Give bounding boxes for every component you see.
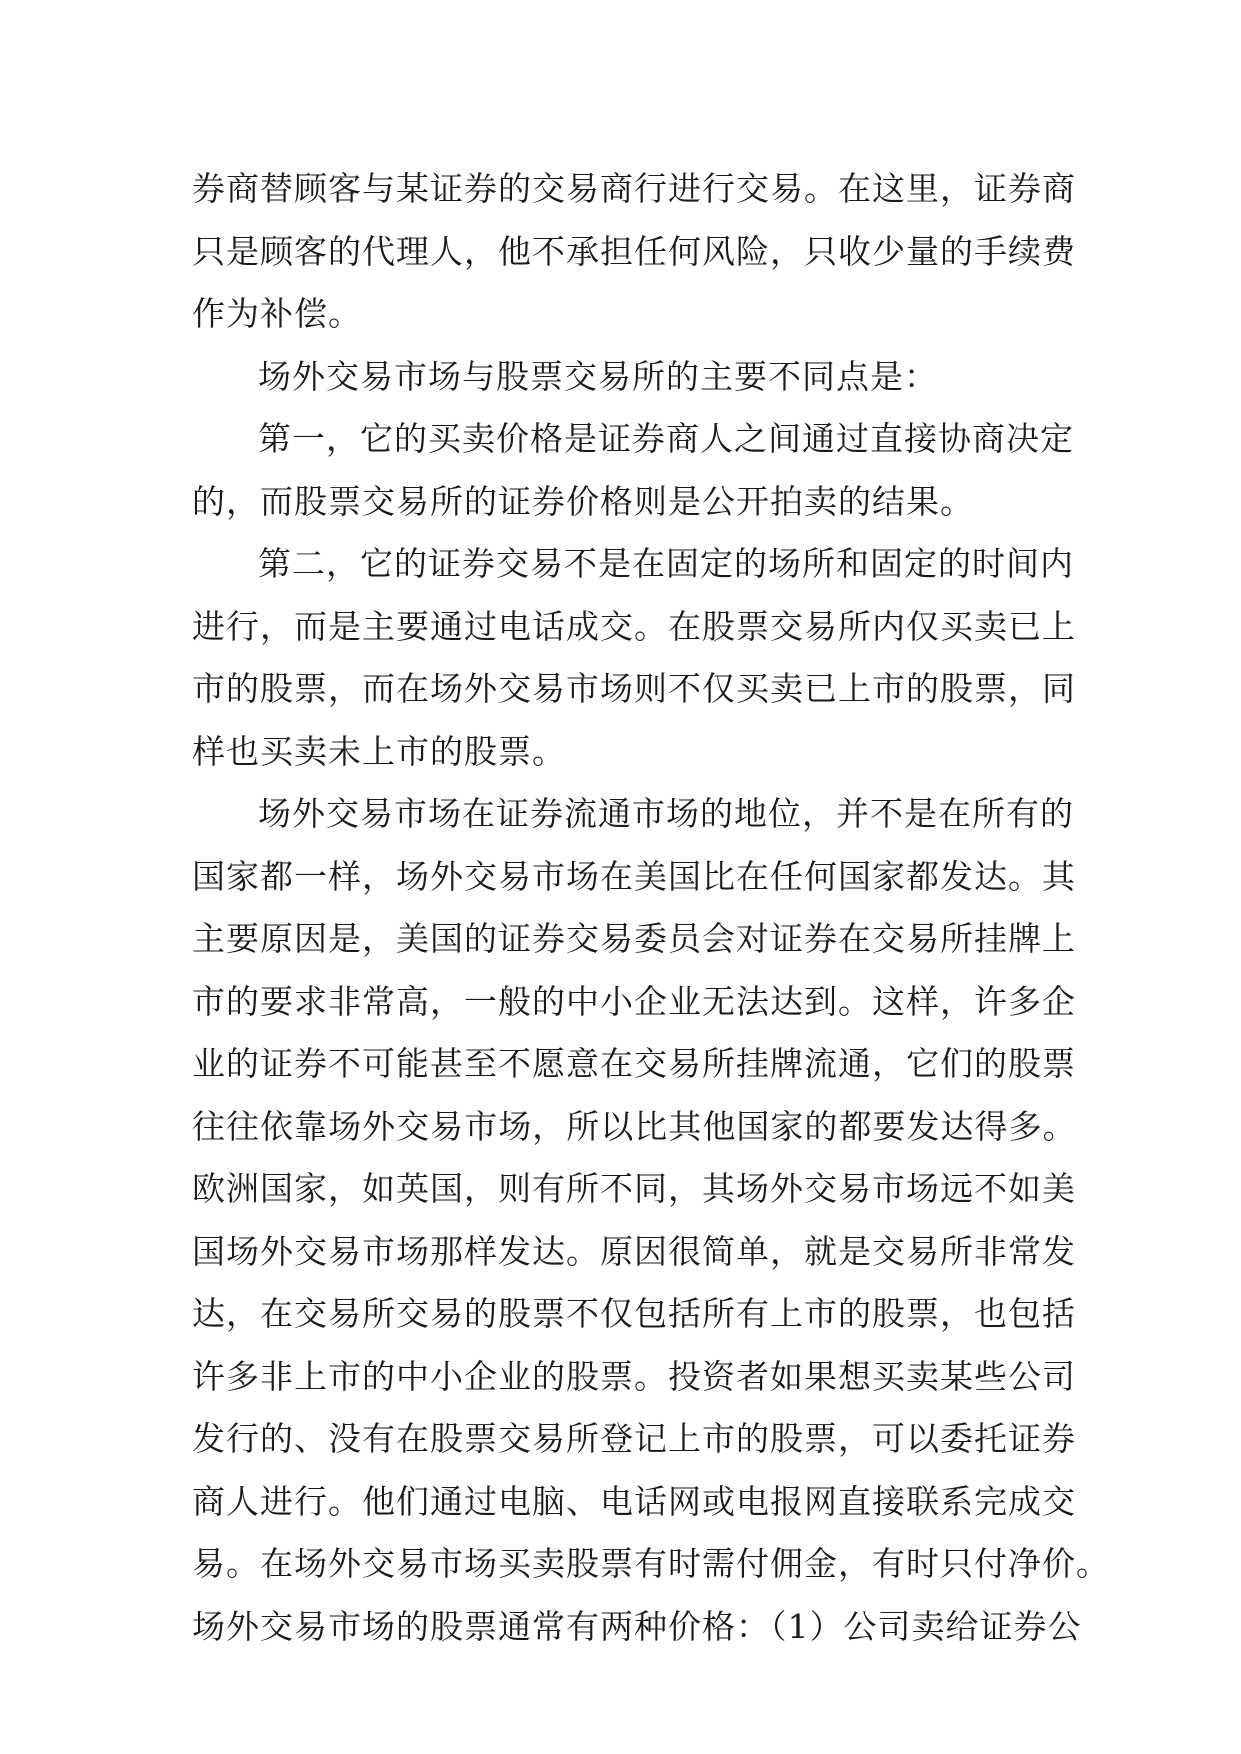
text-line: 场外交易市场在证券流通市场的地位，并不是在所有的 [258,794,1074,833]
text-line: 往往依靠场外交易市场，所以比其他国家的都要发达得多。 [192,1106,1076,1146]
text-line: 样也买卖未上市的股票。 [192,731,566,771]
text-line: 商人进行。他们通过电脑、电话网或电报网直接联系完成交 [192,1481,1076,1521]
document-body [192,158,1110,1658]
text-line: 进行，而是主要通过电话成交。在股票交易所内仅买卖已上 [192,606,1076,646]
text-line: 市的股票，而在场外交易市场则不仅买卖已上市的股票，同 [192,669,1076,708]
text-line: 券商替顾客与某证券的交易商行进行交易。在这里，证券商 [192,169,1076,208]
text-line: 市的要求非常高，一般的中小企业无法达到。这样，许多企 [192,981,1076,1021]
text-line: 许多非上市的中小企业的股票。投资者如果想买卖某些公司 [192,1356,1076,1396]
text-line: 的，而股票交易所的证券价格则是公开拍卖的结果。 [192,481,974,521]
text-line: 场外交易市场的股票通常有两种价格：（1）公司卖给证券公 [192,1606,1082,1646]
text-line: 发行的、没有在股票交易所登记上市的股票，可以委托证券 [192,1419,1076,1458]
text-line: 第一，它的买卖价格是证券商人之间通过直接协商决定 [258,419,1074,458]
text-line: 场外交易市场与股票交易所的主要不同点是： [258,356,938,396]
text-line: 作为补偿。 [192,294,362,333]
text-line: 主要原因是，美国的证券交易委员会对证券在交易所挂牌上 [192,919,1076,958]
text-line: 第二，它的证券交易不是在固定的场所和固定的时间内 [258,544,1074,583]
text-line: 只是顾客的代理人，他不承担任何风险，只收少量的手续费 [192,231,1076,271]
text-line: 国家都一样，场外交易市场在美国比在任何国家都发达。其 [192,856,1076,896]
text-line: 业的证券不可能甚至不愿意在交易所挂牌流通，它们的股票 [192,1044,1076,1083]
text-line: 欧洲国家，如英国，则有所不同，其场外交易市场远不如美 [192,1169,1076,1208]
text-line: 国场外交易市场那样发达。原因很简单，就是交易所非常发 [192,1231,1076,1271]
text-line: 易。在场外交易市场买卖股票有时需付佣金，有时只付净价。 [192,1544,1110,1583]
text-line: 达，在交易所交易的股票不仅包括所有上市的股票，也包括 [192,1294,1076,1333]
